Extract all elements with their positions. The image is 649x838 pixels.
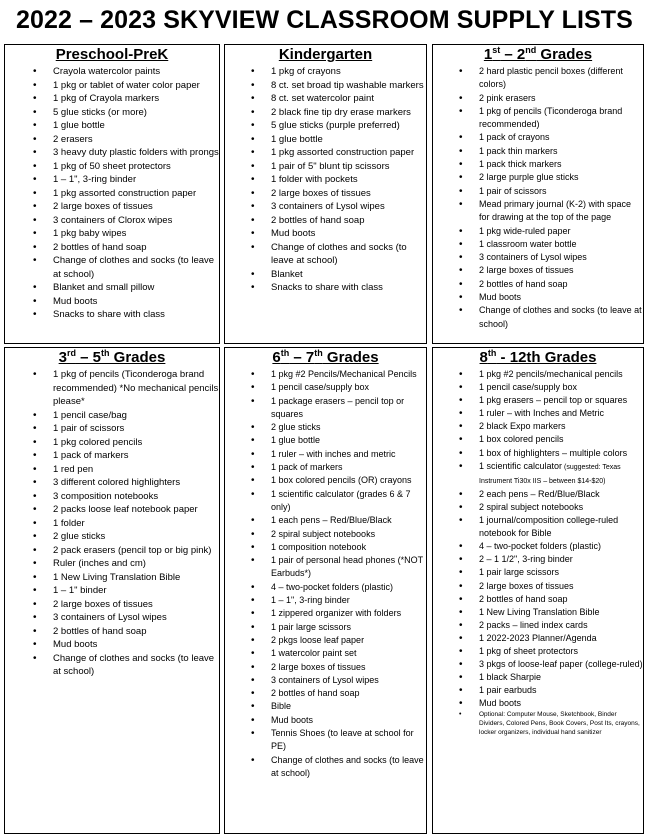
list-item: • 2 bottles of hand soap: [225, 214, 426, 228]
list-item: • 3 containers of Lysol wipes: [5, 611, 219, 625]
list-item: • 2 bottles of hand soap: [5, 625, 219, 639]
list-item: • 1 pkg #2 pencils/mechanical pencils: [433, 368, 643, 381]
list-item: • 1 – 1", 3-ring binder: [5, 173, 219, 187]
list-item: • 2 glue sticks: [225, 421, 426, 434]
list-item: • Snacks to share with class: [225, 281, 426, 295]
list-item: • 2 bottles of hand soap: [433, 278, 643, 291]
list-item: • 1 pkg of pencils (Ticonderoga brand recommended): [433, 105, 643, 132]
list-item: • 2 bottles of hand soap: [433, 593, 643, 606]
list-item: • 1 New Living Translation Bible: [5, 571, 219, 585]
kindergarten-list: [224, 44, 427, 344]
list-item: • 1 classroom water bottle: [433, 238, 643, 251]
list-item: • 2 large boxes of tissues: [5, 200, 219, 214]
list-item: • 3 containers of Lysol wipes: [225, 674, 426, 687]
list-item: • 3 different colored highlighters: [5, 476, 219, 490]
list-item: • 1 box of highlighters – multiple colors: [433, 447, 643, 460]
list-item: • 1 pack of crayons: [433, 131, 643, 144]
list-item: • Mud boots: [5, 295, 219, 309]
list-item: • 1 package erasers – pencil top or squares: [225, 395, 426, 422]
preschool-prek-list: [4, 44, 220, 344]
list-item: • Mud boots: [433, 291, 643, 304]
list-item: • Change of clothes and socks (to leave at school): [5, 254, 219, 281]
list-item: • 1 folder with pockets: [225, 173, 426, 187]
list-item: • 4 – two-pocket folders (plastic): [433, 540, 643, 553]
list-item: • 1 each pens – Red/Blue/Black: [225, 514, 426, 527]
list-item: • Change of clothes and socks (to leave at school): [225, 754, 426, 781]
preschool-prek-items: [5, 65, 219, 322]
list-item: • 1 glue bottle: [225, 434, 426, 447]
list-item: • 1 box colored pencils (OR) crayons: [225, 474, 426, 487]
list-item: • 2 packs – lined index cards: [433, 619, 643, 632]
grades-8-12-list: [432, 347, 644, 834]
grades-6-7-heading: 6th – 7th Grades: [272, 348, 379, 366]
list-item: • 2 pack erasers (pencil top or big pink): [5, 544, 219, 558]
list-item: • 1 pair earbuds: [433, 684, 643, 697]
list-item: • Mud boots: [5, 638, 219, 652]
list-item: • 1 zippered organizer with folders: [225, 607, 426, 620]
list-item: • Change of clothes and socks (to leave at school): [5, 652, 219, 679]
list-item: • 1 pkg assorted construction paper: [225, 146, 426, 160]
grades-3-5-items: [5, 368, 219, 679]
list-item: • 1 pkg #2 Pencils/Mechanical Pencils: [225, 368, 426, 381]
list-item: • Tennis Shoes (to leave at school for PE): [225, 727, 426, 754]
list-item: • Mud boots: [433, 697, 643, 710]
list-item: • 2 large boxes of tissues: [225, 661, 426, 674]
list-item: • 1 pkg or tablet of water color paper: [5, 79, 219, 93]
list-item: • Blanket: [225, 268, 426, 282]
calculator-note: (suggested: Texas Instrument Ti30x IIS – between $14-$20): [479, 463, 621, 485]
list-item: • 2 black Expo markers: [433, 420, 643, 433]
list-item: • 1 pkg of Crayola markers: [5, 92, 219, 106]
list-item: • 2 bottles of hand soap: [225, 687, 426, 700]
list-item: • 2 large boxes of tissues: [5, 598, 219, 612]
list-item: • 2 large boxes of tissues: [433, 264, 643, 277]
list-item: • 1 scientific calculator (grades 6 & 7 only): [225, 488, 426, 515]
list-item: • 2 glue sticks: [5, 530, 219, 544]
grades-8-12-items: [433, 368, 643, 737]
list-item: • 8 ct. set broad tip washable markers: [225, 79, 426, 93]
list-item: • Mud boots: [225, 714, 426, 727]
list-item: • 1 pkg colored pencils: [5, 436, 219, 450]
list-item: • 1 pkg of pencils (Ticonderoga brand recommended) *No mechanical pencils please*: [5, 368, 219, 409]
list-item: • 1 pkg of 50 sheet protectors: [5, 160, 219, 174]
list-item: • 2 pkgs loose leaf paper: [225, 634, 426, 647]
list-item: • 2 black fine tip dry erase markers: [225, 106, 426, 120]
list-item: • 1 2022-2023 Planner/Agenda: [433, 632, 643, 645]
list-item: • 2 large purple glue sticks: [433, 171, 643, 184]
list-item: • 1 pkg assorted construction paper: [5, 187, 219, 201]
list-item: • 1 glue bottle: [5, 119, 219, 133]
grades-1-2-heading: 1st – 2nd Grades: [483, 45, 593, 63]
list-item: • 1 pkg baby wipes: [5, 227, 219, 241]
list-item: • 3 containers of Clorox wipes: [5, 214, 219, 228]
list-item: • 5 glue sticks (purple preferred): [225, 119, 426, 133]
list-item: • 2 bottles of hand soap: [5, 241, 219, 255]
list-item: • 2 – 1 1/2", 3-ring binder: [433, 553, 643, 566]
list-item: • 2 packs loose leaf notebook paper: [5, 503, 219, 517]
list-item: • 1 scientific calculator (suggested: Texas Instrument Ti30x IIS – between $14-$20): [433, 460, 643, 488]
list-item: • 8 ct. set watercolor paint: [225, 92, 426, 106]
list-item: • 1 pack thin markers: [433, 145, 643, 158]
grades-3-5-heading: 3rd – 5th Grades: [58, 348, 166, 366]
list-item: • Change of clothes and socks (to leave at school): [433, 304, 643, 331]
grades-8-12-heading: 8th - 12th Grades: [479, 348, 597, 366]
list-item: • 1 pencil case/supply box: [225, 381, 426, 394]
list-item: • 2 erasers: [5, 133, 219, 147]
list-item: • 1 New Living Translation Bible: [433, 606, 643, 619]
grades-1-2-items: [433, 65, 643, 331]
list-item: • 1 pair of 5" blunt tip scissors: [225, 160, 426, 174]
list-item: • 1 pkg of crayons: [225, 65, 426, 79]
list-item: • 3 containers of Lysol wipes: [433, 251, 643, 264]
list-item: • 1 pencil case/bag: [5, 409, 219, 423]
grades-6-7-items: [225, 368, 426, 780]
grades-6-7-list: [224, 347, 427, 834]
list-item: • 3 containers of Lysol wipes: [225, 200, 426, 214]
list-item: • 1 black Sharpie: [433, 671, 643, 684]
list-item: • 3 heavy duty plastic folders with prongs: [5, 146, 219, 160]
kindergarten-heading: Kindergarten: [278, 46, 373, 63]
list-item: • 1 red pen: [5, 463, 219, 477]
list-item: • 1 folder: [5, 517, 219, 531]
list-item: • 2 each pens – Red/Blue/Black: [433, 488, 643, 501]
preschool-prek-heading: Preschool-PreK: [55, 46, 169, 63]
list-item: • Crayola watercolor paints: [5, 65, 219, 79]
list-item: • 1 ruler – with Inches and Metric: [433, 407, 643, 420]
optional-items: • Optional: Computer Mouse, Sketchbook, Binder Dividers, Colored Pens, Book Covers, Post Its, crayons, locker organizers, individual hand sanitizer: [433, 710, 643, 737]
list-item: • 1 ruler – with inches and metric: [225, 448, 426, 461]
list-item: • Mead primary journal (K-2) with space for drawing at the top of the page: [433, 198, 643, 225]
list-item: • 5 glue sticks (or more): [5, 106, 219, 120]
list-item: • Bible: [225, 700, 426, 713]
grades-1-2-list: [432, 44, 644, 344]
list-item: • 1 watercolor paint set: [225, 647, 426, 660]
list-item: • 2 hard plastic pencil boxes (different colors): [433, 65, 643, 92]
list-item: • 2 spiral subject notebooks: [433, 501, 643, 514]
list-item: • Change of clothes and socks (to leave at school): [225, 241, 426, 268]
list-item: • 1 – 1" binder: [5, 584, 219, 598]
list-item: • 2 large boxes of tissues: [225, 187, 426, 201]
list-item: • 2 pink erasers: [433, 92, 643, 105]
list-item: • 1 pencil case/supply box: [433, 381, 643, 394]
grades-3-5-list: [4, 347, 220, 834]
list-item: • Snacks to share with class: [5, 308, 219, 322]
list-item: • Blanket and small pillow: [5, 281, 219, 295]
list-item: • Ruler (inches and cm): [5, 557, 219, 571]
list-item: • 1 pack of markers: [225, 461, 426, 474]
list-item: • 2 large boxes of tissues: [433, 580, 643, 593]
list-item: • 1 pack thick markers: [433, 158, 643, 171]
list-item: • 1 pair of scissors: [433, 185, 643, 198]
list-item: • 1 pair of scissors: [5, 422, 219, 436]
kindergarten-items: [225, 65, 426, 295]
list-item: • 1 glue bottle: [225, 133, 426, 147]
list-item: • Mud boots: [225, 227, 426, 241]
list-item: • 1 pair large scissors: [225, 621, 426, 634]
list-item: • 1 pkg of sheet protectors: [433, 645, 643, 658]
list-item: • 1 pair of personal head phones (*NOT Earbuds*): [225, 554, 426, 581]
list-item: • 1 pkg erasers – pencil top or squares: [433, 394, 643, 407]
list-item: • 2 spiral subject notebooks: [225, 528, 426, 541]
list-item: • 3 pkgs of loose-leaf paper (college-ruled): [433, 658, 643, 671]
list-item: • 1 – 1", 3-ring binder: [225, 594, 426, 607]
list-item: • 4 – two-pocket folders (plastic): [225, 581, 426, 594]
list-item: • 1 composition notebook: [225, 541, 426, 554]
page-title: 2022 – 2023 SKYVIEW CLASSROOM SUPPLY LISTS: [16, 6, 633, 34]
list-item: • 1 pair large scissors: [433, 566, 643, 579]
list-item: • 3 composition notebooks: [5, 490, 219, 504]
list-item: • 1 journal/composition college-ruled notebook for Bible: [433, 514, 643, 540]
list-item: • 1 pack of markers: [5, 449, 219, 463]
list-item: • 1 box colored pencils: [433, 433, 643, 446]
list-item: • 1 pkg wide-ruled paper: [433, 225, 643, 238]
